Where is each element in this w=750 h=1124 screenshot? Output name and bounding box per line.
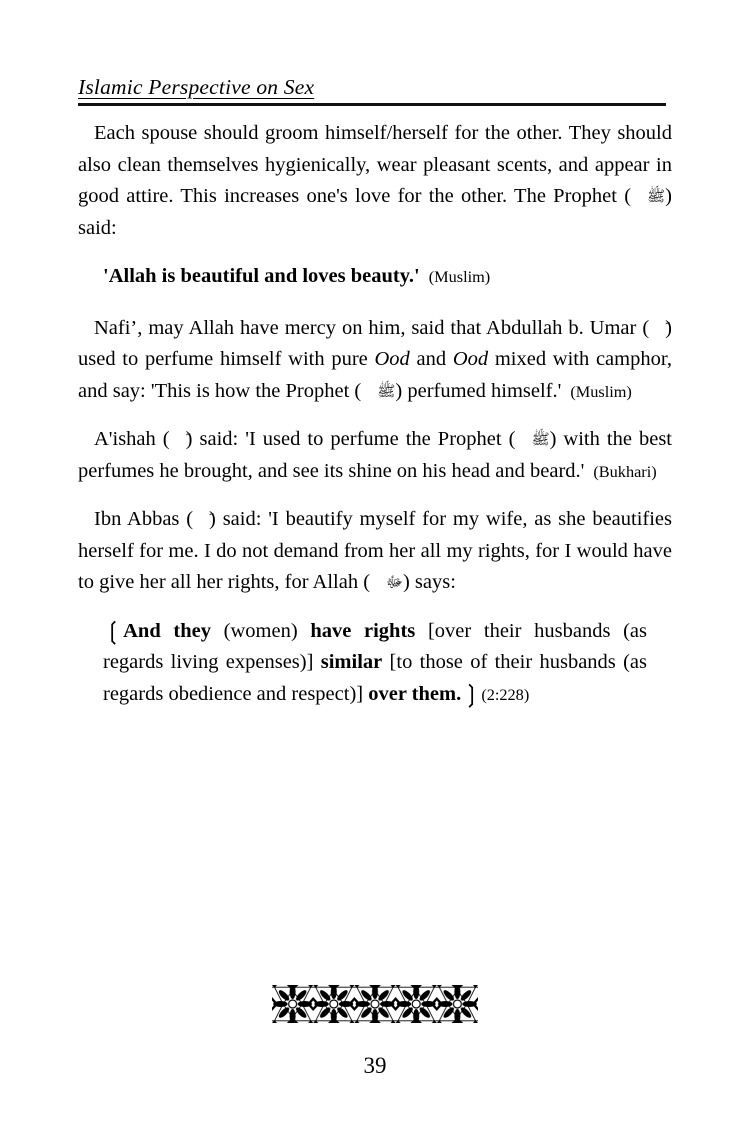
paragraph-ibn-abbas-c: ) says: [402,571,456,593]
quran-close-bracket-icon: ❳ [461,681,482,708]
term-ood-1: Ood [374,348,410,370]
paragraph-nafi-umar-a: Nafi’, may Allah have mercy on him, said that Abdullah b. Umar ( [94,316,650,339]
paragraph-grooming [78,118,672,244]
paragraph-nafi-umar-d: mixed with camphor, and say: 'This is how the Prophet ( [78,348,672,402]
paragraph-grooming-tail: ) said: [78,185,672,239]
quran-quote-2-228 [78,616,647,711]
page-title: Islamic Perspective on Sex [78,75,315,99]
text-column [78,118,672,710]
geometric-star-band-icon [272,985,478,1023]
quran-bold-and-they: And they [123,619,211,642]
quran-plain-women: (women) [210,619,311,642]
paragraph-nafi-umar-e: ) perfumed himself.' [395,379,562,402]
hadith-quote-beauty-source: (Muslim) [428,267,491,286]
quran-reference: (2:228) [481,684,530,704]
quran-plain-obedience: [to those of their husbands (as regards obedience and respect)] [103,651,647,705]
azzawajall-icon: ﷻ [386,573,403,591]
paragraph-nafi-umar-b: ) used to perfume himself with pure [78,316,672,370]
paragraph-ibn-abbas [78,504,672,599]
paragraph-aishah [78,424,672,487]
term-ood-2: Ood [452,348,489,370]
sallallahu-alayhi-wasallam-icon: ﷺ [377,381,396,400]
paragraph-nafi-umar [78,313,672,408]
radiyallahu-anhu-icon [193,514,209,527]
paragraph-aishah-c: ) with the best perfumes he brought, and see its shine on his head and beard.' [78,428,672,482]
hadith-quote-beauty [78,261,672,293]
paragraph-aishah-source: (Bukhari) [593,461,657,481]
hadith-quote-beauty-text: 'Allah is beautiful and loves beauty.' [103,265,420,287]
quran-plain-over-husbands: [over their husbands (as regards living expenses)] [103,619,647,673]
radiyallahu-anha-icon [170,434,186,447]
paragraph-ibn-abbas-b: ) said: 'I beautify myself for my wife, as she beautifies herself for me. I do not demand from her all my rights, for I would have to give her all her rights, for Allah ( [78,508,673,593]
quran-bold-similar: similar [320,651,383,673]
paragraph-aishah-a: A'ishah ( [94,428,170,450]
quran-bold-over-them: over them. [368,682,462,705]
quran-bold-have-rights: have rights [310,619,416,642]
page-number: 39 [363,1053,387,1078]
paragraph-ibn-abbas-a: Ibn Abbas ( [94,508,194,530]
sallallahu-alayhi-wasallam-icon: ﷺ [647,187,666,205]
paragraph-aishah-b: ) said: 'I used to perfume the Prophet ( [185,428,516,450]
radiyallahu-anhu-icon [649,323,665,336]
quran-open-bracket-icon: ❲ [103,618,124,645]
paragraph-nafi-umar-source: (Muslim) [570,381,632,401]
header-divider [78,103,666,106]
paragraph-grooming-text: Each spouse should groom himself/herself for the other. They should also clean themselves hygienically, wear pleasant scents, and appear in good attire. This increases one's love for the other. The Prophet ( [78,122,672,207]
sallallahu-alayhi-wasallam-icon: ﷺ [531,430,550,448]
running-header [78,74,666,104]
paragraph-nafi-umar-c: and [409,348,453,370]
